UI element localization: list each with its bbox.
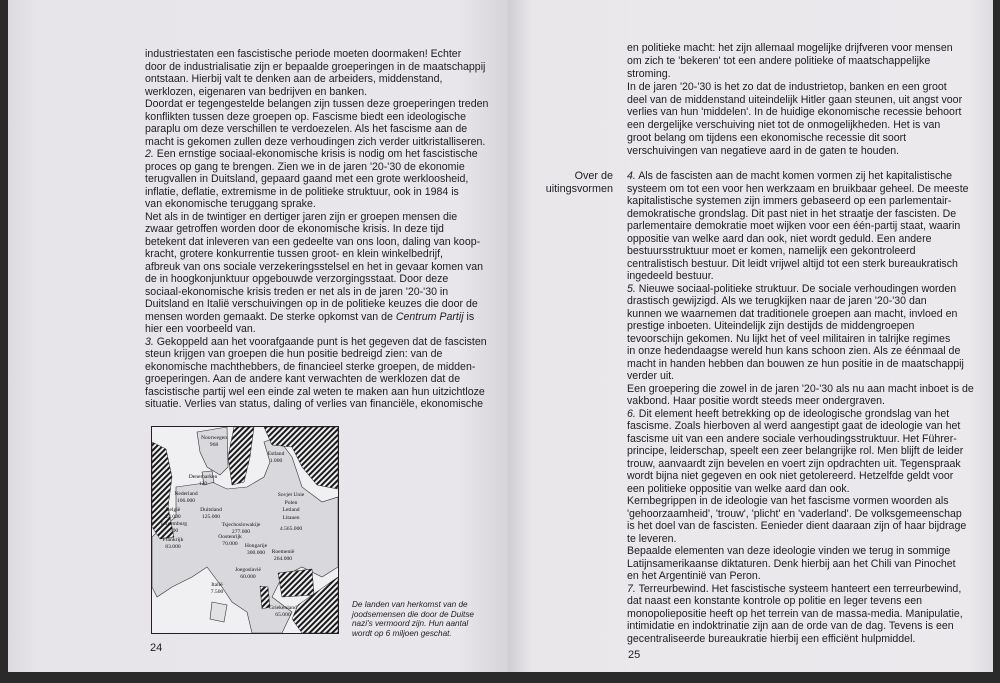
right-page	[508, 0, 993, 672]
map-caption	[352, 600, 474, 638]
text-line	[145, 298, 488, 311]
text-line	[145, 136, 488, 149]
text-segment: steun krijgen van groepen die hun positie bedreigd zien: van de	[145, 348, 443, 360]
text-segment: ontstaan. Hierbij valt te denken aan de arbeiders, middenstand,	[145, 73, 443, 85]
text-line	[627, 320, 974, 333]
italic-segment: 7.	[627, 582, 636, 595]
text-segment: sociaal-ekonomische krisis treden er net als in de jaren '20-'30 in	[145, 285, 449, 298]
margin-heading	[508, 170, 613, 196]
text-segment: prestige inboeten. Uiteindelijk zijn destijds de middengroepen	[627, 320, 915, 332]
map-victim-count: 60.000	[240, 574, 256, 580]
text-segment: en het Argentinië van Peron.	[627, 570, 761, 582]
page-number: 24	[150, 642, 163, 654]
text-segment: industriestaten een fascistische periode moeten doormaken! Echter	[145, 48, 462, 60]
text-segment: Doordat er tegengestelde belangen zijn tussen deze groeperingen treden	[145, 98, 489, 110]
text-segment: konflikten tussen deze groepen op. Fascisme biedt een ideologische	[145, 110, 466, 123]
text-segment: drastisch gewijzigd. Als we terugkijken naar de jaren '20-'30 dan	[627, 295, 927, 307]
caption-line: wordt op 6 miljoen geschat.	[352, 628, 452, 638]
text-segment: intimidatie en indoktrinatie zijn aan de orde van de dag. Tevens is een	[627, 620, 954, 632]
map-country-label: Frankrijk	[162, 537, 184, 543]
text-segment: Nieuwe sociaal-politieke struktuur. De sociale verhoudingen worden	[635, 282, 957, 295]
italic-segment: Centrum Partij	[395, 310, 464, 323]
text-line	[145, 261, 488, 274]
text-segment: systeem om tot een voor hen werkzaam en bruikbaar geheel. De meeste	[627, 182, 969, 195]
text-segment: wordt bijna niet gegeven en ook niet getolereerd. Hetzelfde geldt voor	[627, 470, 954, 482]
map-country-label: Joegoslavië	[234, 567, 262, 573]
text-segment: gecentraliseerde bureaukratie hierbij een efficiënt hulpmiddel.	[627, 632, 916, 645]
text-line	[145, 123, 488, 136]
text-line	[627, 208, 974, 221]
text-line	[627, 195, 974, 208]
map-victim-count: 264.000	[273, 556, 293, 562]
caption-line: joodsemensen die door de Duitse	[352, 609, 474, 619]
text-segment: oppositie van welke aard dan ook, niet wordt geduld. Een andere	[627, 232, 932, 245]
text-line	[627, 420, 974, 433]
text-line	[627, 433, 974, 446]
text-segment: en politieke macht: het zijn allemaal mogelijke drijfveren voor mensen	[627, 42, 953, 54]
text-line	[627, 233, 974, 246]
text-segment: Latijnsamerikaanse diktaturen. Denk hierbij aan het Chili van Pinochet	[627, 557, 956, 570]
text-line	[627, 145, 962, 158]
text-line	[627, 483, 974, 496]
map-country-label: Oostenrijk	[218, 534, 242, 540]
text-line	[627, 245, 974, 258]
text-line	[627, 583, 974, 596]
text-segment: is het doel van de fascisten. Eenieder dient daaraan zijn of haar bijdrage	[627, 520, 967, 532]
text-segment: In de jaren '20-'30 is het zo dat de industrietop, banken en een groot	[627, 80, 947, 93]
text-segment: Als de fascisten aan de macht komen vormen zij het kapitalistische	[635, 170, 953, 182]
text-line	[627, 345, 974, 358]
map-country-label: Nederland	[174, 491, 198, 497]
text-segment: inflatie, deflatie, extremisme in de politieke struktuur, ook in 1984 is	[145, 185, 459, 198]
text-line	[145, 273, 488, 286]
text-line	[145, 186, 488, 199]
text-segment: zwaar getroffen worden door de ekonomische krisis. In deze tijd	[145, 223, 444, 235]
italic-segment: 4.	[627, 170, 636, 182]
text-line	[145, 198, 488, 211]
map-victim-count: 300.000	[246, 550, 266, 556]
text-line	[627, 270, 974, 283]
europe-map-figure	[151, 426, 339, 634]
text-line	[145, 173, 488, 186]
text-segment: betekent dat inleveren van een gedeelte van ons loon, daling van koop-	[145, 235, 481, 248]
text-line	[145, 386, 488, 399]
map-victim-count: 700	[169, 528, 179, 534]
text-line	[627, 595, 974, 608]
text-segment: kunnen we waarnemen dat traditionele groepen aan macht, invloed en	[627, 307, 958, 320]
text-line	[145, 361, 488, 374]
text-segment: paraplu om deze verschillen te verdoezelen. Als het fascisme aan de	[145, 123, 468, 135]
text-line	[627, 68, 962, 81]
text-segment: dat naast een konstante kontrole op politie en leger tevens een	[627, 595, 923, 607]
text-segment: de in hoogkonjunktuur opgebouwde verzorgingsstaat. Door deze	[145, 273, 449, 285]
text-segment: een politieke oppositie van welke aard dan ook.	[627, 482, 850, 495]
text-segment: Kernbegrippen in de ideologie van het fascisme vormen woorden als	[627, 495, 949, 507]
margin-heading-line: uitingsvormen	[545, 182, 613, 195]
text-line	[145, 348, 488, 361]
text-line	[627, 620, 974, 633]
text-segment: macht in handen hebben dan bouwen ze hun positie in de maatschappij	[627, 357, 964, 370]
text-segment: verder uit.	[627, 370, 675, 382]
text-segment: tevoorschijn gekomen. Nu lijkt het of veel militairen in talrijke regimes	[627, 332, 951, 345]
text-segment: fascisme uit van een andere sociale verhoudingsstruktuur. Het Führer-	[627, 432, 957, 445]
text-line	[627, 132, 962, 145]
map-country-label: Tsjechoslowakije	[221, 522, 261, 528]
text-line	[627, 545, 974, 558]
text-line	[145, 311, 488, 324]
text-line	[627, 558, 974, 571]
text-segment: Bepaalde elementen van deze ideologie vinden we terug in sommige	[627, 545, 951, 557]
text-line	[145, 111, 488, 124]
map-country-label: Hongarije	[244, 543, 268, 549]
text-segment: hier een voorbeeld van.	[145, 323, 256, 335]
text-segment: Een groepering die zowel in de jaren '20-'30 als nu aan macht inboet is de	[627, 382, 974, 395]
text-line	[627, 333, 974, 346]
text-line	[627, 508, 974, 521]
map-victim-count: 24.000	[165, 514, 181, 520]
left-body-text	[145, 48, 488, 411]
text-segment: verschuivingen van negatieve aard in de gaten te houden.	[627, 145, 900, 158]
text-segment: fascistische partij wel een einde zal weten te maken aan hun uitzichtloze	[145, 385, 485, 398]
europe-map	[152, 427, 338, 633]
text-line	[145, 336, 488, 349]
text-line	[145, 323, 488, 336]
map-victim-count: 65.000	[275, 612, 291, 618]
text-line	[627, 633, 974, 646]
text-segment: Gekoppeld aan het voorafgaande punt is het gegeven dat de fascisten	[153, 335, 487, 348]
map-country-label: Sovjet Unie Polen Letland Litauen	[277, 492, 305, 521]
text-line	[627, 295, 974, 308]
text-segment: proces op gang te brengen. Zien we in de jaren '20-'30 de ekonomie	[145, 160, 465, 173]
text-line	[627, 495, 974, 508]
text-line	[627, 220, 974, 233]
map-victim-count: 120	[198, 481, 208, 487]
text-segment: groot belang om tijdens een ekonomische recessie dit soort	[627, 132, 907, 145]
map-victim-count: 968	[209, 442, 219, 448]
text-segment: ekonomische machthebbers, de financieel sterke groepen, de midden-	[145, 360, 476, 373]
text-line	[627, 445, 974, 458]
text-line	[627, 81, 962, 94]
text-line	[145, 248, 488, 261]
text-line	[627, 55, 962, 68]
text-line	[627, 608, 974, 621]
map-country-label: Denemarken	[188, 474, 218, 480]
text-segment: terugvallen in Duitsland, gepaard gaand met een grote werkloosheid,	[145, 173, 469, 185]
text-segment: groeperingen. Aan de andere kant verwachten de werklozen dat de	[145, 373, 461, 385]
caption-line: De landen van herkomst van de	[352, 600, 468, 609]
text-segment: deel van de middenstand uiteindelijk Hitler gaan steunen, uit angst voor	[627, 93, 963, 106]
text-line	[627, 119, 962, 132]
map-victim-count: 277.000	[231, 529, 251, 535]
map-country-label: Roemenië	[271, 549, 295, 555]
text-segment: is	[463, 310, 475, 323]
italic-segment: 6.	[627, 407, 636, 420]
text-line	[145, 236, 488, 249]
page-number: 25	[628, 649, 641, 661]
italic-segment: 2.	[145, 148, 154, 160]
text-segment: ingedeeld bestuur.	[627, 270, 714, 282]
text-line	[627, 570, 974, 583]
text-line	[627, 283, 974, 296]
text-segment: vakbond. Haar positie wordt steeds meer ondergraven.	[627, 395, 885, 407]
map-victim-count: 4.565.000	[279, 526, 303, 532]
text-segment: verlies van hun 'middelen'. In de huidige ekonomische recessie behoort	[627, 106, 962, 119]
text-segment: mensen worden gemaakt. De sterke opkomst van de	[145, 310, 396, 323]
italic-segment: 5.	[627, 282, 636, 295]
text-line	[627, 106, 962, 119]
text-segment: Duitsland en Italië verschuivingen op in de politieke keuzes die door de	[145, 298, 478, 310]
text-segment: monopoliepositie heeft op het terrein van de massa-media. Manipulatie,	[627, 607, 963, 620]
text-segment: door de industrialisatie zijn er bepaalde groeperingen in de maatschappij	[145, 60, 486, 73]
text-segment: 'gehoorzaamheid', 'trouw', 'plicht' en 'vaderland'. De volksgemeenschap	[627, 507, 962, 520]
text-segment: een dergelijke verschuiving niet tot de onmogelijkheden. Het is van	[627, 119, 941, 132]
text-line	[145, 398, 488, 411]
map-victim-count: 106.000	[176, 498, 196, 504]
text-segment: trouw, aanvaardt zijn bevelen en voert zijn opdrachten uit. Tegenspraak	[627, 457, 961, 470]
text-segment: macht is gekomen zullen deze verhoudingen zich verder uitkristalliseren.	[145, 135, 486, 148]
text-line	[627, 520, 974, 533]
text-segment: situatie. Verlies van status, daling of verlies van financiële, ekonomische	[145, 398, 484, 410]
text-segment: demokratische grondslag. Dit past niet in het straatje der fascisten. De	[627, 207, 957, 220]
text-line	[627, 94, 962, 107]
text-line	[627, 358, 974, 371]
text-line	[627, 395, 974, 408]
text-line	[145, 73, 488, 86]
text-segment: van ekonomische teruggang sprake.	[145, 198, 316, 210]
text-line	[627, 170, 974, 183]
text-line	[627, 308, 974, 321]
map-victim-count: 83.000	[165, 544, 181, 550]
map-victim-count: 1.000	[269, 458, 283, 464]
map-country-label: Luxemburg	[161, 521, 187, 527]
text-line	[145, 61, 488, 74]
map-victim-count: 70.000	[222, 541, 238, 547]
text-line	[627, 470, 974, 483]
text-line	[627, 370, 974, 383]
text-segment: Een ernstige sociaal-ekonomische krisis is nodig om het fascistische	[153, 148, 478, 160]
caption-line: nazi's vermoord zijn. Hun aantal	[352, 619, 469, 629]
text-segment: kapitalistische systemen zijn immers gebaseerd op een parlementair-	[627, 195, 952, 207]
map-country-label: Estland	[267, 451, 285, 457]
text-segment: te leveren.	[627, 532, 677, 545]
text-line	[145, 148, 488, 161]
text-line	[627, 458, 974, 471]
text-segment: Dit element heeft betrekking op de ideologische grondslag van het	[635, 407, 950, 420]
text-segment: stroming.	[627, 67, 671, 80]
text-line	[627, 383, 974, 396]
text-line	[627, 42, 962, 55]
left-page	[8, 0, 508, 672]
right-intro-text	[627, 42, 962, 158]
text-line	[145, 161, 488, 174]
text-segment: afbreuk van ons sociale verzekeringsstelsel en het in gevaar komen van	[145, 260, 484, 273]
text-segment: fascisme. Zoals hierboven al werd aangestipt gaat de ideologie van het	[627, 420, 961, 432]
text-line	[627, 258, 974, 271]
text-line	[627, 408, 974, 421]
map-country-label: Duitsland	[200, 507, 222, 513]
text-segment: werklozen, eigenaren van bedrijven en banken.	[145, 85, 368, 98]
map-country-label: Italië	[211, 582, 223, 588]
text-segment: kracht, grotere konkurrentie tussen groot- en klein winkelbedrijf,	[145, 248, 443, 260]
map-victim-count: 7.500	[210, 589, 224, 595]
text-line	[145, 48, 488, 61]
text-segment: centralistisch bestuur. Dit leidt vrijwel altijd tot een sterk bureaukratisch	[627, 257, 958, 270]
text-segment: bestuursstruktuur moet er komen, namelijk een gekontroleerd	[627, 245, 916, 257]
text-segment: parlementaire demokratie moet wijken voor een één-partij staat, waarin	[627, 220, 961, 232]
text-segment: principe, leiderschap, speelt een zeer belangrijke rol. Men blijft de leider	[627, 445, 964, 457]
text-line	[145, 86, 488, 99]
map-country-label: Griekenland	[269, 605, 297, 611]
text-segment: Net als in de twintiger en dertiger jaren zijn er groepen mensen die	[145, 210, 458, 223]
text-line	[145, 98, 488, 111]
text-line	[145, 286, 488, 299]
text-segment: in onze hedendaagse wereld hun kans schoon zien. Als ze éénmaal de	[627, 345, 961, 357]
text-line	[145, 223, 488, 236]
map-victim-count: 125.000	[201, 514, 221, 520]
text-segment: om zich te 'bekeren' tot een andere politieke of maatschappelijke	[627, 54, 931, 67]
text-line	[627, 183, 974, 196]
text-line	[145, 211, 488, 224]
map-country-label: Noorwegen	[200, 435, 228, 441]
margin-heading-line: Over de	[574, 170, 613, 182]
text-line	[627, 533, 974, 546]
text-segment: Terreurbewind. Het fascistische systeem hanteert een terreurbewind,	[635, 582, 962, 595]
right-body-text	[627, 170, 974, 645]
italic-segment: 3.	[145, 335, 154, 348]
map-country-label: België	[165, 507, 181, 513]
text-line	[145, 373, 488, 386]
